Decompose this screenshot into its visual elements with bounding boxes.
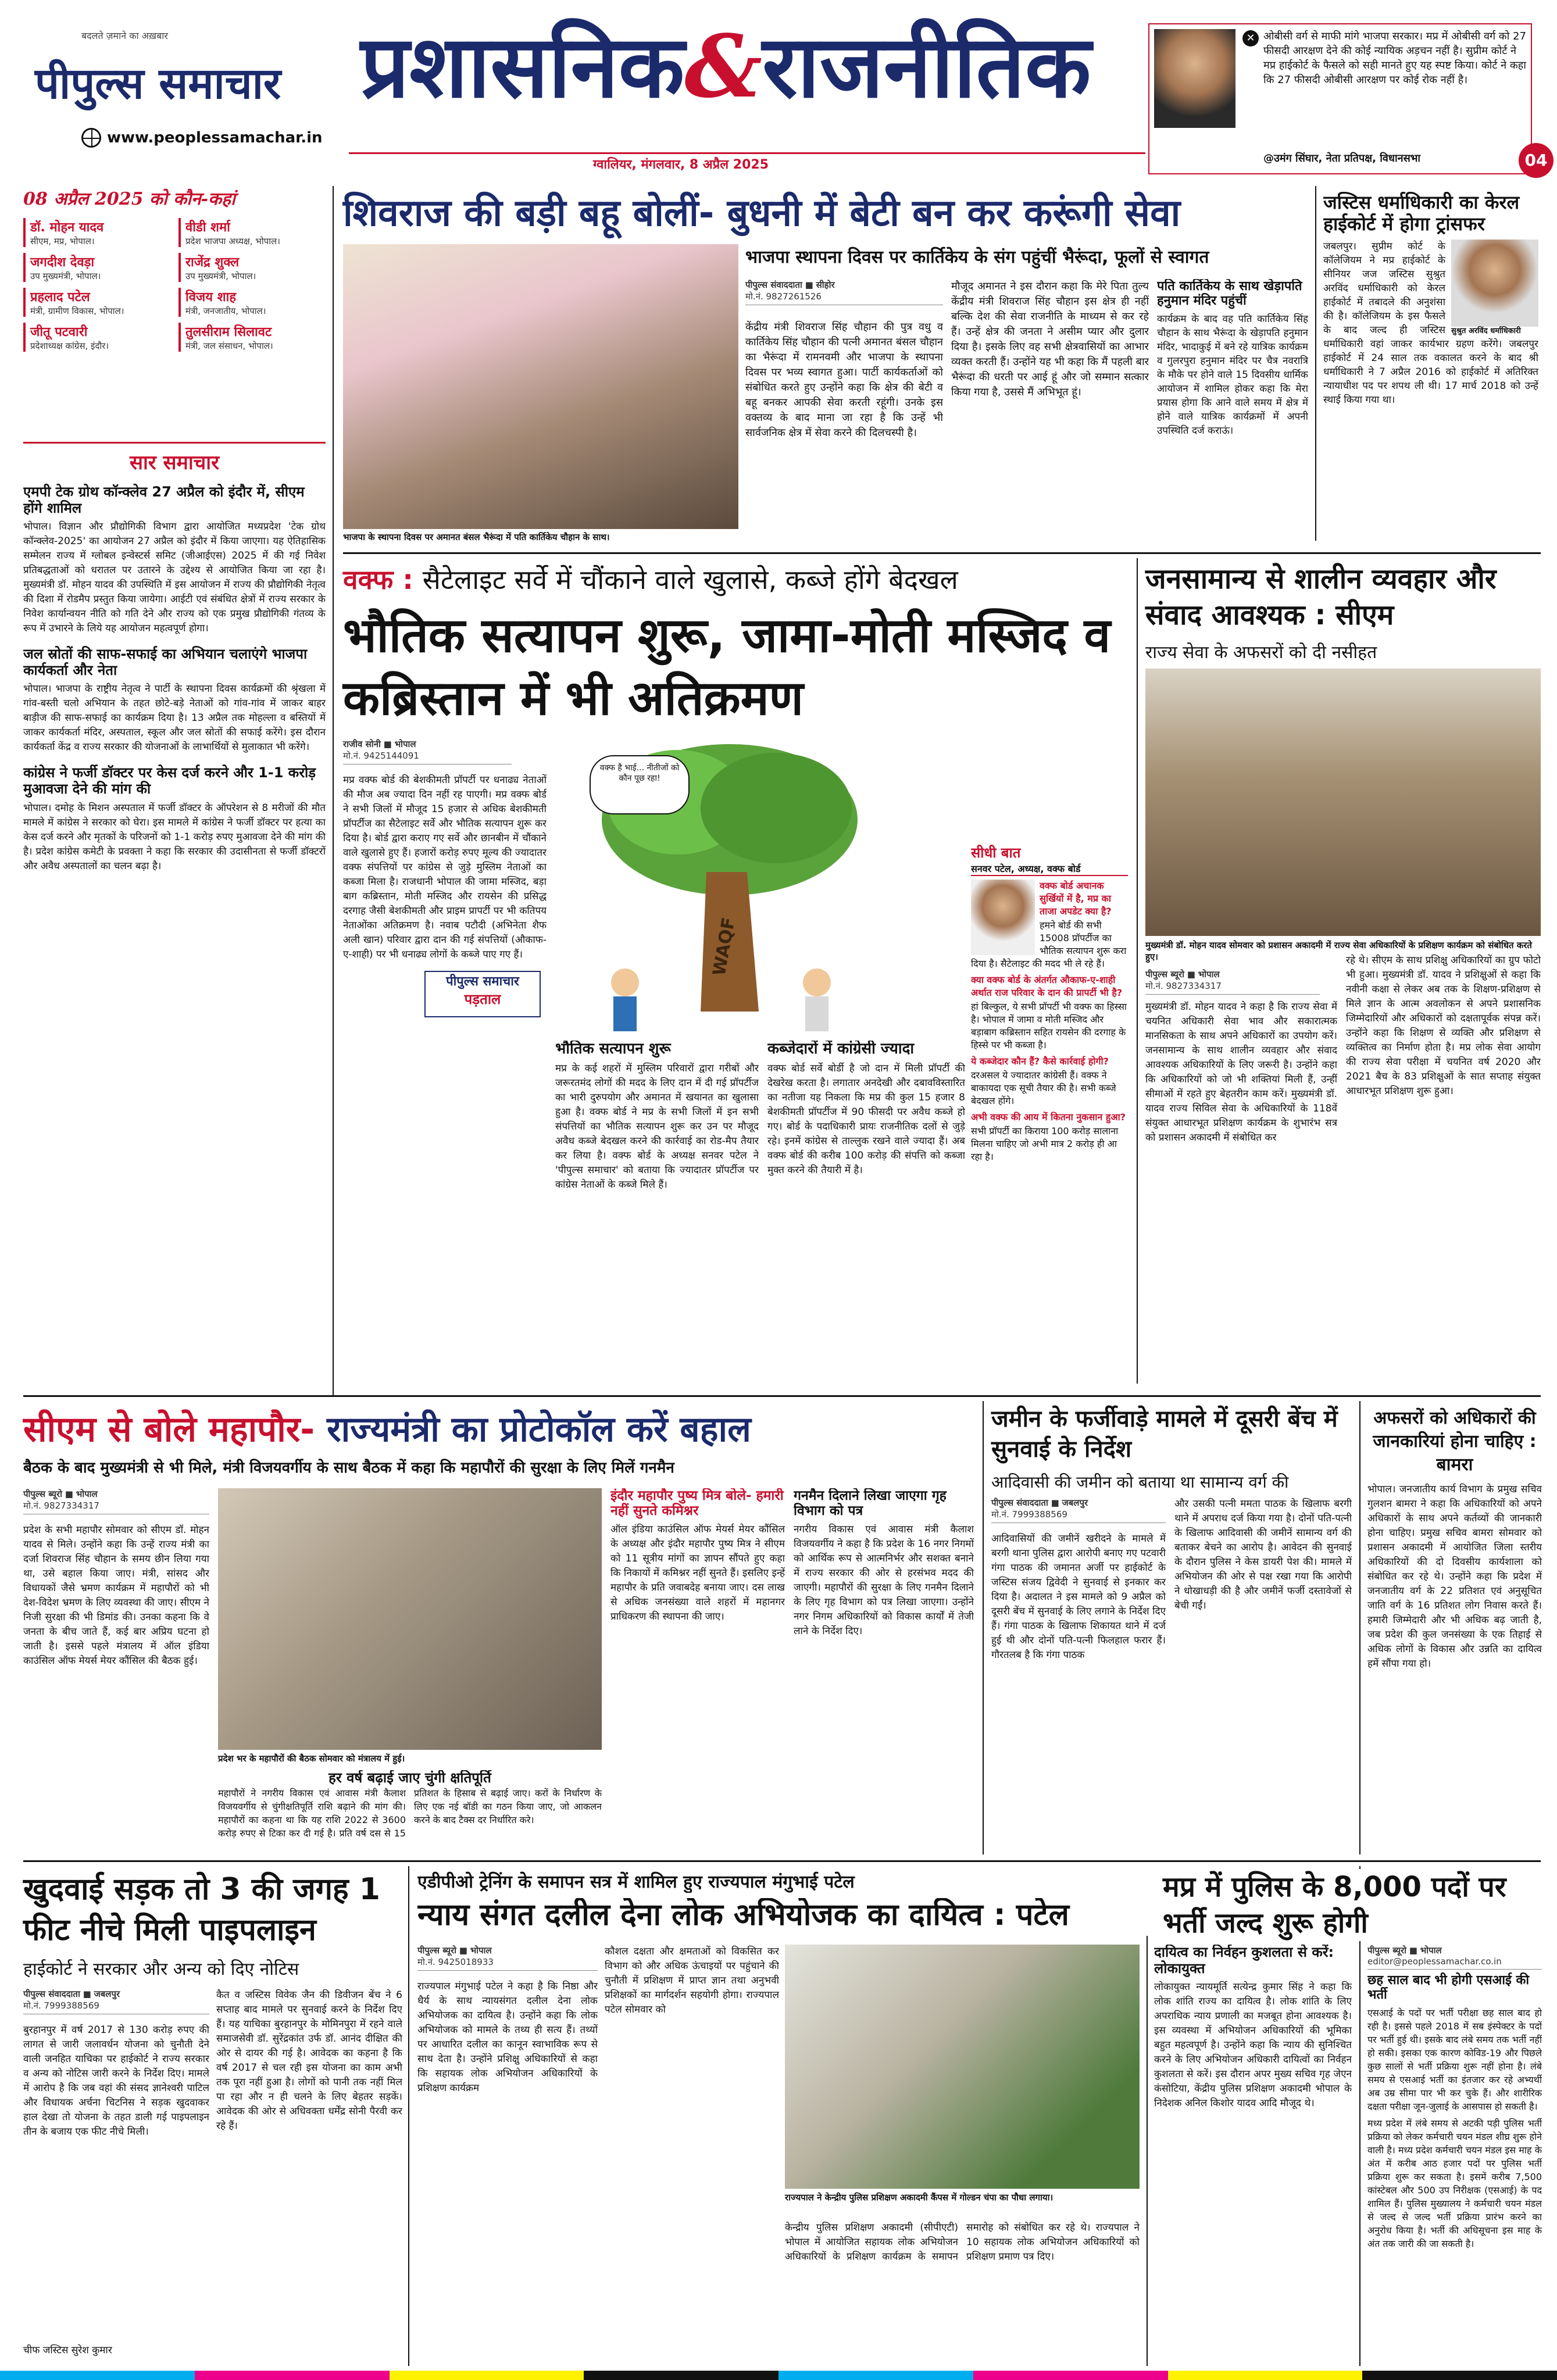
person-desc: मंत्री, जनजातीय, भोपाल। bbox=[185, 306, 266, 316]
lead-col-1: केंद्रीय मंत्री शिवराज सिंह चौहान की पुत्र वधु व कार्तिकेय सिंह चौहान की पत्नी अमानत बंसल चौहान का भैरूंदा में रामनवमी और भाजपा के स्थापना दिवस पर भव्य स्वागत हुआ। पार्टी कार्यकर्ताओं को संबोधित करते हुए उन्होंने कहा कि क्षेत्र की बेटी व बहू बनकर आपकी सेवा करती रहूंगी। उनके इस वक्तव्य के बाद माना जा रहा है कि उन्हें भी सार्वजनिक क्षेत्र में सेवा करने की दिलचस्पी है। bbox=[745, 321, 943, 439]
column-divider bbox=[1359, 1401, 1360, 1854]
column-divider bbox=[983, 1401, 984, 1854]
brief-item bbox=[23, 484, 326, 636]
mayor-sub-body: महापौरों ने नगरीय विकास एवं आवास मंत्री कैलाश विजयवर्गीय से चुंगीक्षतिपूर्ति राशि बढ़ाने की मांग की। महापौरों का कहना था कि यह राशि 2022 से 3600 करोड़ रुपए से टिका कर दी गई है। प्रति वर्ष दस से 15 प्रतिशत के हिसाब से बढ़ाई जाए। करों के निर्धारण के लिए एक नई बॉडी का गठन किया जाए, जो आकलन करने के बाद टैक्स दर निर्धारित करे। bbox=[218, 1787, 602, 1839]
lead-col-2: मौजूद अमानत ने इस दौरान कहा कि मेरे पिता तुल्य केंद्रीय मंत्री शिवराज सिंह चौहान इस क्षेत्र ही नहीं बल्कि देश की सेवा राजनीति के माध्यम से कर रहे हैं। उन्हें क्षेत्र की जनता ने असीम प्यार और दुलार दिया है। इसके लिए वह सभी क्षेत्रवासियों का आभार व्यक्त करती हैं। उन्होंने यह भी कहा कि मैं पहली बार भैरूंदा की धरती पर आई हूं और जो सम्मान सत्कार किया गया है, उससे मैं अभिभूत हूं। bbox=[951, 280, 1149, 398]
cm-byline: पीपुल्स ब्यूरो ■ भोपाल मो.नं. 9827334317 bbox=[1145, 969, 1320, 995]
governor-photo-body: केन्द्रीय पुलिस प्रशिक्षण अकादमी (सीपीएटी) भोपाल में आयोजित सहायक लोक अभियोजन अधिकारियों के प्रशिक्षण कार्यक्रम के समापन समारोह को संबोधित कर रहे थे। राज्यपाल ने 10 सहायक लोक अभियोजन अधिकारियों को प्रशिक्षण प्रमाण पत्र दिए। bbox=[785, 2222, 1140, 2263]
brief-body: भोपाल। दमोह के मिशन अस्पताल में फर्जी डॉक्टर के ऑपरेशन से 8 मरीजों की मौत मामले में कांग्रेस ने सरकार को घेरा। इस मामले में कांग्रेस ने फर्जी डॉक्टर पर हत्या का केस दर्ज करने और मृतकों के परिजनों को 1-1 करोड़ रुपए मुआवजा देने की मांग की है। प्रदेश कांग्रेस कमेटी के प्रवक्ता ने कहा कि सरकार की उदासीनता से फर्जी डॉक्टरों और अवैध अस्पतालों का चलन बढ़ा है। bbox=[23, 802, 326, 872]
police-byline-inner: पीपुल्स ब्यूरो ■ भोपाल editor@peoplessamachar.co.in bbox=[1367, 1945, 1542, 1970]
waqf-sub1-head: भौतिक सत्यापन शुरू bbox=[555, 1041, 671, 1057]
lead-photo-caption: भाजपा के स्थापना दिवस पर अमानत बंसल भैरूंदा में पति कार्तिकेय चौहान के साथ। bbox=[343, 532, 610, 542]
land-col-2: और उसकी पत्नी ममता पाठक के खिलाफ बरगी थाने में अपराध दर्ज किया गया है। दोनों पति-पत्नी के खिलाफ आदिवासी की जमीनें सामान्य वर्ग की बताकर बेचने का आरोप है। आवेदन की सुनवाई के दौरान पुलिस ने केस डायरी पेश की। मामले में अभियोजन की ओर से पक्ष रखा गया कि आरोपी ने धोखाधड़ी की है और जमीनें फर्जी दस्तावेजों से बेची गईं। bbox=[1174, 1498, 1352, 1611]
police-headline: मप्र में पुलिस के 8,000 पदों पर भर्ती जल्द शुरू होगी bbox=[1163, 1869, 1541, 1941]
person-name: प्रहलाद पटेल bbox=[30, 290, 90, 305]
lead-side-body: कार्यक्रम के बाद वह पति कार्तिकेय सिंह चौहान के साथ भैरूंदा के खेड़ापति हनुमान मंदिर, भादाकुई में बने रहे यात्रिक कार्यक्रम व गुलरपुरा हनुमान मंदिर पर चैत्र नवरात्रि के मौके पर होने वाले 15 दिवसीय धार्मिक आयोजन में शामिल होकर कहा कि मेरा प्रयास होगा कि आने वाले समय में क्षेत्र में होने वाले यात्रिक कार्यक्रमों में अपनी उपस्थिति दर्ज कराऊं। bbox=[1157, 313, 1308, 437]
cm-col-2: रहे थे। सीएम के साथ प्रशिक्षु अधिकारियों का ग्रुप फोटो भी हुआ। मुख्यमंत्री डॉ. यादव ने प्रशिक्षुओं से कहा कि नवीनी कक्षा से लेकर अब तक के शिक्षण-प्रशिक्षण से मिले ज्ञान के आत्म अवलोकन से अपने प्रशासनिक जिम्मेदारियों और अधिकारों को दक्षतापूर्वक संपन्न करें। उन्होंने कहा कि शिक्षण से व्यक्ति और प्रशिक्षण से व्यक्तित्व का निर्माण होता है। मप्र लोक सेवा आयोग की राज्य सेवा परीक्षा में चयनित वर्ष 2020 और 2021 बैच के 83 प्रशिक्षुओं के सात सप्ताह संयुक्त आधारभूत प्रशिक्षण शुरू हुआ। bbox=[1346, 955, 1541, 1097]
waqf-sub-1 bbox=[555, 1041, 759, 1384]
governor-byline: पीपुल्स ब्यूरो ■ भोपाल मो.नं. 9425018933 bbox=[417, 1945, 598, 1971]
who-where-person bbox=[178, 218, 326, 247]
quote-author-photo bbox=[1154, 29, 1235, 128]
waqf-kicker: वक्फ : bbox=[343, 564, 413, 595]
justice-story bbox=[1323, 192, 1538, 546]
governor-col-1: राज्यपाल मंगुभाई पटेल ने कहा है कि निष्ठा और धैर्य के साथ न्यायसंगत दलील देना लोक अभियोजक का दायित्व है। उन्होंने कहा कि लोक अभियोजक को मामले के तथ्य ही सत्य हैं। तथ्यों पर आधारित दलील का कानून स्वाभाविक रूप से साथ देता है। उन्होंने प्रशिक्षु अधिकारियों से कहा कि सहायक लोक अभियोजन अधिकारियों के प्रशिक्षण कार्यक्रम bbox=[417, 1981, 598, 2094]
brief-head: कांग्रेस ने फर्जी डॉक्टर पर केस दर्ज करने और 1-1 करोड़ मुआवजा देने की मांग की bbox=[23, 764, 316, 797]
briefs-column bbox=[23, 442, 326, 1384]
brief-head: जल स्रोतों की साफ-सफाई का अभियान चलाएंगे भाजपा कार्यकर्ता और नेता bbox=[23, 646, 308, 678]
waqf-sub2-body: वक्फ बोर्ड सर्वे बोर्डी है जो दान में मिली प्रॉपर्टी की देखरेख करता है। लगातार अनदेखी और दबावविस्तारित का नतीजा यह निकला कि मप्र की कुल 15 हजार 8 बेशकीमती प्रॉपर्टीज में 90 फीसदी पर अवैध कब्जे हो गए। बोर्ड के पदाधिकारी प्रायः राजनीतिक दलों से जुड़े रहे। इनमें कांग्रेस से ताल्लुक रखने वाले ज्यादा हैं। अब वक्फ बोर्ड की करीब 100 करोड़ की संपत्ति को कब्जा मुक्त करने की तैयारी में है। bbox=[767, 1062, 965, 1176]
quote-author: @उमंग सिंघार, नेता प्रतिपक्ष, विधानसभा bbox=[1263, 152, 1421, 165]
dateline: ग्वालियर, मंगलवार, 8 अप्रैल 2025 bbox=[593, 158, 769, 172]
mayor-photo bbox=[218, 1488, 602, 1750]
lead-byline: पीपुल्स संवाददाता ■ सीहोर मो.नं. 9827261526 bbox=[745, 279, 943, 305]
waqf-sub2-head: कब्जेदारों में कांग्रेसी ज्यादा bbox=[767, 1041, 915, 1057]
mayor-headline: राज्यमंत्री का प्रोटोकॉल करें बहाल bbox=[327, 1409, 751, 1450]
interview-person: सनवर पटेल, अध्यक्ष, वक्फ बोर्ड bbox=[971, 862, 1128, 876]
road-col-2: कैत व जस्टिस विवेक जैन की डिवीजन बेंच ने 6 सप्ताह बाद मामले पर सुनवाई करने के निर्देश दिए हैं। यह याचिका बुरहानपुर के मोमिनपुरा में रहने वाले समाजसेवी डॉ. सुरेंद्रकांत उर्फ डॉ. आनंद दीक्षित की ओर से दायर की गई है। आवेदक का कहना है कि वर्ष 2017 से चल रही इस योजना का काम अभी तक पूरा नहीं हुआ है। लोगों को पानी तक नहीं मिल पा रहा और न ही चलने के लिए बेहतर सड़कें। आवेदक की ओर से अधिवक्ता धर्मेंद्र सोनी पैरवी कर रहे हैं। bbox=[216, 1989, 402, 2132]
cm-col-1: मुख्यमंत्री डॉ. मोहन यादव ने कहा है कि राज्य सेवा में चयनित अधिकारी सेवा भाव और सकारात्मक मानसिकता के साथ अपने अधिकारों का उपयोग करें। जनसामान्य के साथ शालीन व्यवहार और संवाद आवश्यक अधिकारियों के लिए जरूरी है। उन्होंने कहा कि अधिकारियों को जो भी शक्तियां मिली हैं, उन्हीं सीमाओं में रहते हुए बेहतरीन काम करें। मुख्यमंत्री डॉ. यादव राज्य सिविल सेवा के अधिकारियों के 118वें संयुक्त आधारभूत प्रशिक्षण कार्यक्रम के शुभारंभ सत्र को प्रशासन अकादमी में संबोधित कर bbox=[1145, 1001, 1337, 1143]
waqf-byline: राजीव सोनी ■ भोपाल मो.नं. 9425144091 bbox=[343, 738, 512, 764]
brief-item bbox=[23, 646, 326, 755]
who-where-title: 08 अप्रैल 2025 को कौन-कहां bbox=[23, 189, 235, 209]
waqf-interview bbox=[971, 843, 1128, 1384]
mayor-right-head: गनमैन दिलाने लिखा जाएगा गृह विभाग को पत्र bbox=[794, 1488, 947, 1519]
person-desc: उप मुख्यमंत्री, भोपाल। bbox=[185, 271, 256, 281]
globe-icon bbox=[81, 128, 101, 148]
road-subhead: हाईकोर्ट ने सरकार और अन्य को दिए नोटिस bbox=[23, 1959, 299, 1979]
dateline-band bbox=[349, 152, 1145, 172]
governor-col-2: कौशल दक्षता और क्षमताओं को विकसित कर विभाग को और अधिक ऊंचाइयों पर पहुंचाने की चुनौती में प्रशिक्षण में प्राप्त ज्ञान तथा अनुभवी प्रशिक्षकों का मार्गदर्शन सहयोगी होगा। राज्यपाल पटेल सोमवार को bbox=[605, 1946, 779, 2016]
who-where-row bbox=[23, 323, 326, 352]
waqf-cartoon bbox=[555, 738, 869, 1035]
person-name: वीडी शर्मा bbox=[185, 220, 230, 235]
mayor-sub bbox=[218, 1770, 602, 1849]
interview-answer: हां बिल्कुल, ये सभी प्रॉपर्टी भी वक्फ का हिस्सा है। भोपाल में जामा व मोती मस्जिद और बड़ाबाग कब्रिस्तान सहित रायसेन की दरगाह के हिस्से पर भी कब्जा है। bbox=[971, 1001, 1127, 1050]
who-where-person bbox=[23, 218, 170, 247]
person-name: जगदीश देवड़ा bbox=[30, 255, 95, 270]
cm-headline: जनसामान्य से शालीन व्यवहार और संवाद आवश्यक : सीएम bbox=[1145, 563, 1497, 631]
mayor-right bbox=[794, 1488, 974, 1849]
lead-side bbox=[1157, 279, 1308, 552]
governor-photo-caption: राज्यपाल ने केन्द्रीय पुलिस प्रशिक्षण अकादमी कैंपस में गोल्डन चंपा का पौधा लगाया। bbox=[785, 2192, 1054, 2203]
who-where-person bbox=[23, 253, 170, 282]
who-where-person bbox=[178, 288, 326, 317]
interview-answer: दरअसल ये ज्यादातर कांग्रेसी हैं। वक्फ ने बाकायदा एक सूची तैयार की है। सभी कब्जे बेदखल होंगे। bbox=[971, 1070, 1116, 1106]
column-divider bbox=[333, 186, 334, 1395]
police-col-1: मध्य प्रदेश में लंबे समय से अटकी पड़ी पुलिस भर्ती प्रक्रिया को लेकर कर्मचारी चयन मंडल शीघ्र शुरू होने वाली है। मध्य प्रदेश कर्मचारी चयन मंडल इस माह के अंत में करीब आठ हजार पदों पर पुलिस भर्ती प्रक्रिया शुरू कर सकता है। इसमें करीब 7,500 कांस्टेबल और 500 उप निरीक्षक (एसआई) के पद शामिल हैं। पुलिस मुख्यालय ने कर्मचारी चयन मंडल से जल्द से जल्द भर्ती प्रक्रिया प्रारंभ करने का अनुरोध किया है। भर्ती की अधिसूचना इस माह के अंत तक जारी की जा सकती है। bbox=[1367, 2117, 1542, 2249]
who-where-list bbox=[23, 218, 326, 352]
person-name: जीतू पटवारी bbox=[30, 325, 88, 340]
mayor-photo-caption: प्रदेश भर के महापौरों की बैठक सोमवार को मंत्रालय में हुई। bbox=[218, 1753, 405, 1764]
column-divider bbox=[1315, 186, 1316, 541]
interview-question: ये कब्जेदार कौन हैं? कैसे कार्रवाई होगी? bbox=[971, 1056, 1109, 1067]
justice-photo bbox=[1451, 240, 1538, 327]
mayor-headline-row bbox=[23, 1404, 977, 1452]
person-name: विजय शाह bbox=[185, 290, 237, 305]
waqf-headline: भौतिक सत्यापन शुरू, जामा-मोती मस्जिद व कब्रिस्तान में भी अतिक्रमण bbox=[343, 608, 1111, 726]
mayor-mid-head: इंदौर महापौर पुष्य मित्र बोले- हमारी नहीं सुनते कमिश्नर bbox=[610, 1488, 784, 1519]
governor-side-body: लोकायुक्त न्यायमूर्ति सत्येन्द्र कुमार सिंह ने कहा कि लोक शांति राज्य का दायित्व है। लोक शांति के लिए अपराधिक न्याय प्रणाली का मजबूत होना आवश्यक है। इस व्यवस्था में अभियोजन अधिकारियों की भूमिका बहुत महत्वपूर्ण है। उन्होंने कहा कि न्याय की सुनिश्चित करने के लिए अभियोजन अधिकारी दायित्वों का निर्वहन कुशलता से करें। इस दौरान अपर मुख्य सचिव गृह जेएन कंसोटिया, केंद्रीय पुलिस प्रशिक्षण अकादमी भोपाल के निदेशक अनिल किशोर यादव आदि मौजूद थे। bbox=[1154, 1981, 1352, 2110]
road-chief-justice: चीफ जस्टिस सुरेश कुमार bbox=[23, 2345, 112, 2356]
column-divider bbox=[408, 1866, 409, 2366]
lead-subhead: भाजपा स्थापना दिवस पर कार्तिकेय के संग पहुंचीं भैरूंदा, फूलों से स्वागत bbox=[745, 247, 1209, 267]
who-where-person bbox=[23, 288, 170, 317]
governor-side bbox=[1154, 1945, 1352, 2363]
section-rule bbox=[23, 1395, 1541, 1397]
brief-item bbox=[23, 765, 326, 873]
interview-question: वक्फ बोर्ड अचानक सुर्खियों में है, मप्र का ताजा अपडेट क्या है? bbox=[1040, 880, 1112, 917]
officers-story bbox=[1367, 1407, 1542, 1849]
quote-text: ओबीसी वर्ग से माफी मांगे भाजपा सरकार। मप्र में ओबीसी वर्ग को 27 फीसदी आरक्षण देने की कोई न्यायिक अड़चन नहीं है। सुप्रीम कोर्ट ने मप्र हाईकोर्ट के फैसले को सही मानते हुए यह स्पष्ट किया। कोर्ट ने कहा कि 27 फीसदी ओबीसी आरक्षण पर कोई रोक नहीं है। bbox=[1263, 30, 1526, 86]
officers-headline: अफसरों को अधिकारों की जानकारियां होना चाहिए : बामरा bbox=[1373, 1408, 1537, 1475]
road-headline: खुदवाई सड़क तो 3 की जगह 1 फीट नीचे मिली पाइपलाइन bbox=[23, 1872, 380, 1947]
who-where-box bbox=[23, 186, 326, 442]
x-icon: ✕ bbox=[1242, 30, 1259, 47]
mayor-byline: पीपुल्स ब्यूरो ■ भोपाल मो.नं. 9827334317 bbox=[23, 1488, 209, 1514]
land-headline: जमीन के फर्जीवाड़े मामले में दूसरी बेंच में सुनवाई के निर्देश bbox=[991, 1406, 1338, 1463]
column-divider bbox=[1137, 558, 1138, 1384]
waqf-stamp-paper: पीपुल्स समाचार bbox=[446, 974, 519, 989]
brief-head: एमपी टेक ग्रोथ कॉन्क्लेव 27 अप्रैल को इंदौर में, सीएम होंगे शामिल bbox=[23, 484, 305, 516]
brief-body: भोपाल। विज्ञान और प्रौद्योगिकी विभाग द्वारा आयोजित मध्यप्रदेश 'टेक ग्रोथ कॉन्क्लेव-2025' का आयोजन 27 अप्रैल को इंदौर में किया जाएगा। यह ऐतिहासिक सम्मेलन राज्य में ग्लोबल इन्वेस्टर्स समिट (जीआईएस) 2025 में की गई निवेश प्रतिबद्धताओं को धरातल पर उतारने के उद्देश्य से आयोजित किया जा रहा है। मुख्यमंत्री डॉ. मोहन यादव की उपस्थिति में इस आयोजन में राज्य की प्रौद्योगिकी नेतृत्व की दिशा में रोडमैप प्रस्तुत किया जायेगा। आईटी एवं संबंधित क्षेत्रों में राज्य सरकार के निवेश कार्यान्वयन नीति को गति देने और राज्य को एक प्रमुख प्रौद्योगिकी गंतव्य के रूप में उभारने के लिये यह आयोजन महत्वपूर्ण होगा। bbox=[23, 521, 326, 635]
section-title: प्रशासनिक&राजनीतिक bbox=[360, 16, 1091, 117]
who-where-person bbox=[178, 323, 326, 352]
justice-body: जबलपुर। सुप्रीम कोर्ट के कॉलेजियम ने मप्र हाईकोर्ट के सीनियर जज जस्टिस सुश्रुत अरविंद धर्माधिकारी को केरल हाईकोर्ट में तबादले की अनुशंसा की है। कॉलेजियम के इस फैसले के बाद जल्द ही जस्टिस धर्माधिकारी वहां जाकर कार्यभार ग्रहण करेंगे। जबलपुर हाईकोर्ट में 24 साल तक वकालत करने के बाद श्री धर्माधिकारी ने 7 अप्रैल 2016 को हाईकोर्ट में अतिरिक्त न्यायाधीश पद पर शपथ ली थी। 17 मार्च 2018 को उन्हें स्थाई किया गया था। bbox=[1323, 240, 1538, 406]
governor-kicker: एडीपीओ ट्रेनिंग के समापन सत्र में शामिल हुए राज्यपाल मंगुभाई पटेल bbox=[417, 1872, 855, 1892]
mayor-mid-body: ऑल इंडिया काउंसिल ऑफ मेयर्स मेयर कौंसिल के अध्यक्ष और इंदौर महापौर पुष्य मित्र ने सीएम को 11 सूत्रीय मांगों का ज्ञापन सौंपते हुए कहा कि निकायों में कमिश्नर नहीं सुनते हैं। इसलिए इन्हें महापौर के प्रति जवाबदेह बनाया जाए। दस लाख से अधिक जनसंख्या वाले शहरों में महानगर प्राधिकरण की स्थापना की जाए। bbox=[610, 1523, 785, 1623]
who-where-row bbox=[23, 253, 326, 282]
person-name: तुलसीराम सिलावट bbox=[185, 325, 272, 340]
officers-body: भोपाल। जनजातीय कार्य विभाग के प्रमुख सचिव गुलशन बामरा ने कहा कि अधिकारियों को अपने अधिकारों के साथ अपने कर्तव्यों की जानकारी होना चाहिए। प्रमुख सचिव बामरा सोमवार को प्रशासन अकादमी में आयोजित जिला स्तरीय अधिकारियों की दो दिवसीय कार्यशाला को संबोधित कर रहे थे। उन्होंने कहा कि प्रदेश में जनजातीय वर्ग के 22 प्रतिशत एवं अनुसूचित जाति वर्ग के 16 प्रतिशत लोग निवास करते हैं। हमारी जिम्मेदारी और भी अधिक बढ़ जाती है, जब प्रदेश की कुल जनसंख्या के एक तिहाई से अधिक लोगों के विकास और उन्नति का दायित्व हमें सौंपा गया हो। bbox=[1367, 1484, 1542, 1670]
person-desc: उप मुख्यमंत्री, भोपाल। bbox=[30, 271, 101, 281]
interview-answer: हमने बोर्ड की सभी 15008 प्रॉपर्टीज का भौतिक सत्यापन शुरू करा दिया है। सैटेलाइट की मदद भी ले रहे हैं। bbox=[971, 920, 1127, 969]
mayor-sub-head: हर वर्ष बढ़ाई जाए चुंगी क्षतिपूर्ति bbox=[328, 1770, 491, 1786]
cartoon-tree-label: WAQF bbox=[709, 916, 740, 978]
website-row bbox=[81, 128, 323, 148]
lead-photo bbox=[343, 244, 738, 529]
interview-question: अभी वक्फ की आय में कितना नुकसान हुआ? bbox=[971, 1112, 1126, 1123]
lead-side-head: पति कार्तिकेय के साथ खेड़ापति हनुमान मंदिर पहुंचीं bbox=[1157, 279, 1302, 309]
road-byline: पीपुल्स संवाददाता ■ जबलपुर मो.नं. 7999388569 bbox=[23, 1988, 209, 2014]
police-side-head: छह साल बाद भी होगी एसआई की भर्ती bbox=[1367, 1973, 1530, 2003]
waqf-stamp-label: पड़ताल bbox=[464, 991, 501, 1007]
interview-photo bbox=[971, 880, 1035, 955]
print-color-bar bbox=[0, 2371, 1557, 2380]
masthead bbox=[0, 0, 1557, 174]
section-rule bbox=[23, 1860, 1541, 1862]
mayor-col-1: प्रदेश के सभी महापौर सोमवार को सीएम डॉ. मोहन यादव से मिले। उन्होंने कहा कि उन्हें राज्य मंत्री का दर्जा शिवराज सिंह चौहान के समय छीन लिया गया था, उसे बहाल किया जाए। मंत्री, सांसद और विधायकों जैसे भ्रमण कार्यक्रम में महापौरों को भी देश-विदेश भ्रमण के लिए व्यवस्था की जाए। सीएम ने निजी सुरक्षा की भी डिमांड की। उनका कहना कि वे जनता के बीच जाते हैं, कई बार अप्रिय घटना हो जाती है। इससे पहले मंत्रालय में ऑल इंडिया काउंसिल ऑफ मेयर्स मेयर कौंसिल की बैठक हुई। bbox=[23, 1524, 209, 1667]
website-link[interactable]: www.peoplessamachar.in bbox=[107, 129, 323, 146]
waqf-kicker-text: सैटेलाइट सर्वे में चौंकाने वाले खुलासे, कब्जे होंगे बेदखल bbox=[422, 564, 958, 595]
person-desc: प्रदेशाध्यक्ष कांग्रेस, इंदौर। bbox=[30, 341, 109, 351]
person-desc: सीएम, मप्र, भोपाल। bbox=[30, 236, 95, 246]
police-side-body: एसआई के पदों पर भर्ती परीक्षा छह साल बाद हो रही है। इससे पहले 2018 में सब इंस्पेक्टर के पदों पर भर्ती हुई थी। इसके बाद लंबे समय तक भर्ती नहीं हो सकी। इसका एक कारण कोविड-19 और पिछले कुछ सालों से भर्ती प्रक्रिया शुरू नहीं होना है। लंबे समय से एसआई भर्ती का इंतजार कर रहे अभ्यर्थी अब उम्र सीमा पार भी कर चुके हैं। और शारीरिक दक्षता परीक्षा जून-जुलाई के आसपास हो सकती है। bbox=[1367, 2007, 1542, 2112]
interview-question: क्या वक्फ बोर्ड के अंतर्गत औकाफ-ए-शाही अर्थात राज परिवार के दान की प्रापर्टी भी है? bbox=[971, 974, 1123, 998]
police-story bbox=[1367, 1945, 1542, 2363]
mayor-right-body: नगरीय विकास एवं आवास मंत्री कैलाश विजयवर्गीय ने कहा है कि प्रदेश के 16 नगर निगमों को आर्थिक रूप से आत्मनिर्भर और सशक्त बनाने में राज्य सरकार की ओर से हरसंभव मदद की जाएगी। महापौरों की सुरक्षा के लिए गनमैन दिलाने के लिए गृह विभाग को पत्र लिखा जाएगा। उन्होंने नगर निगम अधिकारियों को विकास कार्यों में तेजी लाने के निर्देश दिए। bbox=[794, 1523, 974, 1637]
governor-side-head: दायित्व का निर्वहन कुशलता से करें: लोकायुक्त bbox=[1154, 1945, 1334, 1977]
cm-photo bbox=[1145, 669, 1541, 936]
section-rule bbox=[343, 552, 1541, 554]
person-desc: मंत्री, जल संसाधन, भोपाल। bbox=[185, 341, 273, 351]
justice-photo-caption: सुश्रुत अरविंद धर्माधिकारी bbox=[1451, 326, 1521, 335]
who-where-row bbox=[23, 288, 326, 317]
paper-logo: पीपुल्स समाचार bbox=[35, 59, 281, 109]
page-number: 04 bbox=[1519, 143, 1554, 178]
justice-headline: जस्टिस धर्माधिकारी का केरल हाईकोर्ट में होगा ट्रांसफर bbox=[1323, 192, 1520, 235]
mayor-mid bbox=[610, 1488, 785, 1849]
column-divider bbox=[1147, 1936, 1148, 2366]
waqf-kicker-line bbox=[343, 561, 1128, 597]
land-byline: पीपुल्स संवाददाता ■ जबलपुर मो.नं. 7999388569 bbox=[991, 1497, 1166, 1523]
mayor-subhead: बैठक के बाद मुख्यमंत्री से भी मिले, मंत्री विजयवर्गीय के साथ बैठक में कहा कि महापौरों की सुरक्षा के लिए मिलें गनमैन bbox=[23, 1459, 674, 1477]
mayor-kicker: सीएम से बोले महापौर- bbox=[23, 1409, 315, 1450]
cartoon-bubble: वक्फ है भाई... नीतीजों को कौन पूछ रहा! bbox=[599, 763, 680, 783]
who-where-person bbox=[178, 253, 326, 282]
person-desc: मंत्री, ग्रामीण विकास, भोपाल। bbox=[30, 306, 124, 316]
briefs-title: सार समाचार bbox=[130, 451, 219, 474]
governor-photo bbox=[785, 1945, 1140, 2189]
cm-photo-caption: मुख्यमंत्री डॉ. मोहन यादव सोमवार को प्रशासन अकादमी में राज्य सेवा अधिकारियों के प्रशिक्षण कार्यक्रम को संबोधित करते हुए। bbox=[1145, 940, 1532, 962]
governor-headline: न्याय संगत दलील देना लोक अभियोजक का दायित्व : पटेल bbox=[417, 1898, 1069, 1932]
person-name: राजेंद्र शुक्ल bbox=[185, 255, 240, 270]
brief-body: भोपाल। भाजपा के राष्ट्रीय नेतृत्व ने पार्टी के स्थापना दिवस कार्यक्रमों की श्रृंखला में गांव-बस्ती चलो अभियान के तहत छोटे-बड़े नेताओं को गांव-गांव में जाकर बाहर बाड़ीज की साफ-सफाई का कार्यक्रम दिया है। 13 अप्रैल तक मोहल्ला व बस्तियों में जाकर कार्यकर्ता मंदिर, अस्पताल, स्कूल और जल स्रोतों की सफाई करेंगे। इस दौरान कार्यकर्ता केंद्र व राज्य सरकार की योजनाओं के लाभार्थियों से मुलाकात भी करेंगे। bbox=[23, 683, 326, 753]
interview-answer: सभी प्रॉपर्टी का किराया 100 करोड़ सालाना मिलना चाहिए जो अभी मात्र 2 करोड़ ही आ रहा है। bbox=[971, 1125, 1119, 1162]
column-divider bbox=[1359, 1866, 1360, 2366]
land-col-1: आदिवासियों की जमीनें खरीदने के मामले में बरगी थाना पुलिस द्वारा आरोपी बनाए गए पटवारी गंगा पाठक की जमानत अर्जी पर हाईकोर्ट के जस्टिस संजय द्विवेदी ने सुनवाई से इनकार कर दिया है। अदालत ने इस मामले को 9 अप्रैल को दूसरी बेंच में सुनवाई के लिए लगाने के निर्देश दिए हैं। गंगा पाठक के खिलाफ शिकायत थाने में दर्ज हुई थी और दोनों पति-पत्नी फिलहाल फरार हैं। गौरतलब है कि गंगा पाठक bbox=[991, 1533, 1166, 1661]
road-col-1: बुरहानपुर में वर्ष 2017 से 130 करोड़ रुपए की लागत से जारी जलावर्धन योजना को चुनौती देने वाली जनहित याचिका पर हाईकोर्ट ने राज्य सरकार व अन्य को नोटिस जारी करने के निर्देश दिए। मामले में आरोप है कि जब वहां की संसद ज्ञानेश्वरी पाटिल और विधायक अर्चना चिटनिस ने सड़क खुदवाकर हाल देखा तो योजना के तहत डाली गई पाइपलाइन तीन के बजाय एक फीट नीचे मिली। bbox=[23, 2024, 209, 2138]
waqf-sub1-body: मप्र के कई शहरों में मुस्लिम परिवारों द्वारा गरीबों और जरूरतमंद लोगों की मदद के लिए दान में दी गई प्रॉपर्टीज का भारी दुरुपयोग और अमानत में खयानत का खुलासा हुआ है। वक्फ बोर्ड ने मप्र के सभी जिलों में इन सभी संपत्तियों का भौतिक सत्यापन शुरू कर उन पर मौजूद अवैध कब्जे बेदखल करने की कार्रवाई का रोड-मैप तैयार कर लिया है। वक्फ बोर्ड के अध्यक्ष सनवर पटेल ने 'पीपुल्स समाचार' को बताया कि ज्यादातर प्रॉपर्टीज पर कांग्रेस नेताओं के कब्जे मिले हैं। bbox=[555, 1062, 759, 1191]
who-where-person bbox=[23, 323, 170, 352]
who-where-row bbox=[23, 218, 326, 247]
briefs-list bbox=[23, 484, 326, 874]
lead-headline: शिवराज की बड़ी बहू बोलीं- बुधनी में बेटी बन कर करूंगी सेवा bbox=[343, 192, 1181, 235]
waqf-col-1: मप्र वक्फ बोर्ड की बेशकीमती प्रॉपर्टी पर धनाढ्य नेताओं की मौज अब ज्यादा दिन नहीं रह पाएगी। मप्र वक्फ बोर्ड ने सभी जिलों में मौजूद 15 हजार से अधिक बेशकीमती प्रॉपर्टीज का सैटेलाइट सर्वे और भौतिक सत्यापन शुरू कर दिया है। बोर्ड द्वारा कराए गए सर्वे और छानबीन में चौंकाने वाले खुलासे हुए हैं। हजारों करोड़ रुपए मूल्य की ज्यादातर वक्फ संपत्तियों पर कांग्रेस से जुड़े मुस्लिम नेताओं का कब्जा मिला है। राजधानी भोपाल की जामा मस्जिद, बड़ा बाग कब्रिस्तान, मोती मस्जिद और रायसेन की प्रसिद्ध दरगाह जैसी बेशकीमती और प्राइम प्रापर्टी पर भी कतिपय नेताओंका अतिक्रमण है। नवाब पटौदी (अभिनेता शैफ अली खान) परिवार द्वारा दान की गई संपत्तियों (औकाफ-ए-शाही) पर भी धनाढ्य लोगों के कब्जे पाए गए हैं। bbox=[343, 774, 547, 960]
land-subhead: आदिवासी की जमीन को बताया था सामान्य वर्ग की bbox=[991, 1473, 1289, 1492]
masthead-tagline: बदलते ज़माने का अख़बार bbox=[81, 30, 168, 41]
person-name: डॉ. मोहन यादव bbox=[30, 220, 104, 235]
quote-box bbox=[1148, 23, 1532, 174]
waqf-sub-2 bbox=[767, 1041, 965, 1384]
person-desc: प्रदेश भाजपा अध्यक्ष, भोपाल। bbox=[185, 236, 280, 246]
cm-subhead: राज्य सेवा के अफसरों को दी नसीहत bbox=[1145, 642, 1377, 663]
interview-label: सीधी बात bbox=[971, 845, 1021, 861]
